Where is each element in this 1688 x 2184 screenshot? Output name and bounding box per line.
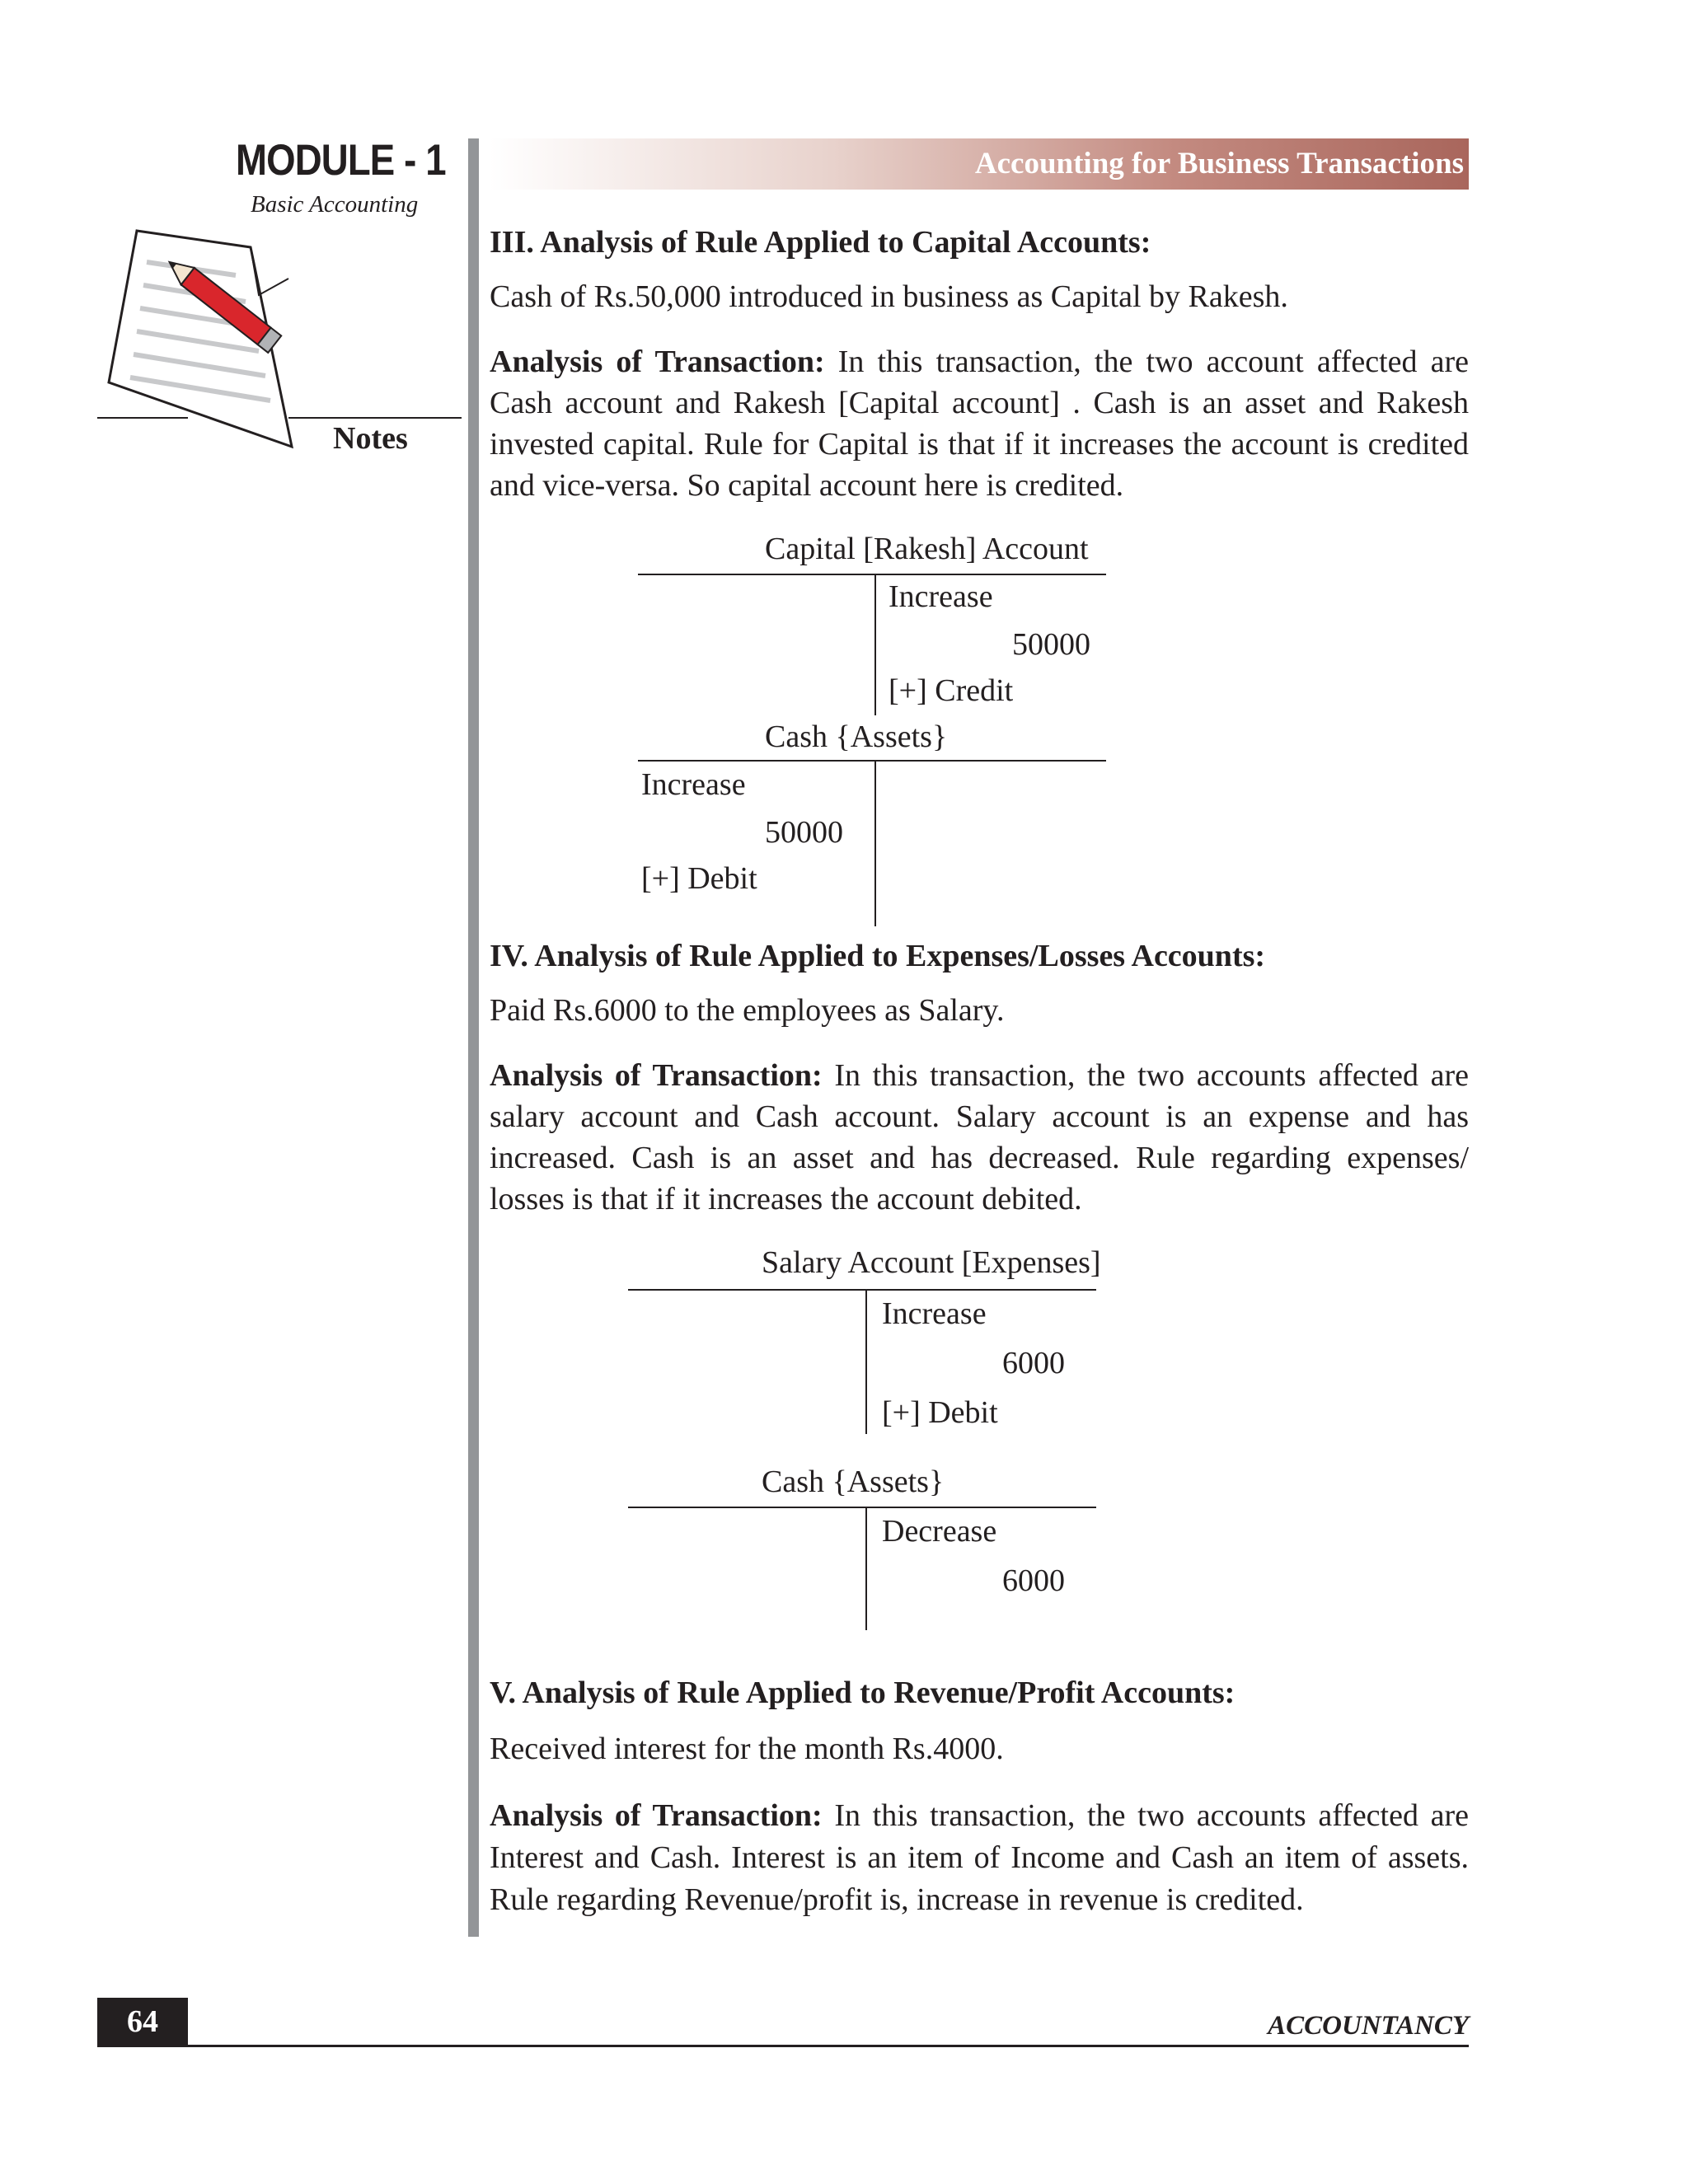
chapter-header-title: Accounting for Business Transactions — [974, 147, 1464, 180]
module-title: MODULE - 1 — [236, 136, 446, 185]
section-3-analysis — [490, 341, 1469, 506]
margin-divider-bar — [468, 138, 479, 1937]
t-account-side-label: Decrease — [882, 1514, 997, 1549]
section-5-example: Received interest for the month Rs.4000. — [490, 1732, 1004, 1766]
section-4-analysis-text: In this transaction, the two accounts affected are salary account and Cash account. Salary account is an expense and has increased. Cash is an asset and has decreased. Rule regarding expenses/ losses is that if it increases the account debited. — [490, 1058, 1469, 1216]
section-5-analysis-label: Analysis of Transaction: — [490, 1798, 823, 1833]
t-account-amount: 6000 — [1002, 1346, 1065, 1380]
section-5-analysis — [490, 1795, 1469, 1921]
t-account-amount: 6000 — [1002, 1563, 1065, 1598]
t-account-divider — [874, 760, 876, 926]
section-4-analysis-label: Analysis of Transaction: — [490, 1058, 823, 1093]
chapter-header-band — [490, 138, 1469, 190]
notes-rule-right — [288, 417, 462, 419]
t-account-amount: 50000 — [765, 815, 843, 850]
t-account-divider — [874, 574, 876, 715]
t-account-divider — [865, 1507, 867, 1630]
section-3-example: Cash of Rs.50,000 introduced in business as Capital by Rakesh. — [490, 279, 1288, 314]
t-account-top-rule — [638, 760, 1106, 762]
t-account-side-label: Increase — [882, 1296, 987, 1331]
section-3-analysis-text: In this transaction, the two account affected are Cash account and Rakesh [Capital account] . Cash is an asset and Rakesh invested capital. Rule for Capital is that if it increases the account is credited and vice-versa. So capital account here is credited. — [490, 344, 1469, 503]
section-4-analysis — [490, 1055, 1469, 1220]
notes-paper-pencil-icon — [97, 221, 320, 460]
section-3-heading: III. Analysis of Rule Applied to Capital Accounts: — [490, 225, 1151, 260]
t-account-side-label: Increase — [641, 767, 746, 802]
t-account-amount: 50000 — [1012, 627, 1090, 662]
t-account-effect: [+] Credit — [889, 673, 1014, 708]
t-account-title: Cash {Assets} — [765, 719, 948, 754]
notes-rule-left — [97, 417, 188, 419]
t-account-title: Capital [Rakesh] Account — [765, 532, 1089, 566]
t-account-effect: [+] Debit — [882, 1395, 998, 1430]
section-4-example: Paid Rs.6000 to the employees as Salary. — [490, 993, 1005, 1028]
t-account-title: Cash {Assets} — [762, 1465, 945, 1499]
section-4-heading: IV. Analysis of Rule Applied to Expenses/Losses Accounts: — [490, 939, 1266, 973]
notes-label: Notes — [333, 421, 408, 456]
t-account-top-rule — [638, 574, 1106, 575]
t-account-effect: [+] Debit — [641, 861, 757, 896]
section-5-heading: V. Analysis of Rule Applied to Revenue/Profit Accounts: — [490, 1675, 1236, 1710]
footer-subject: ACCOUNTANCY — [1268, 2011, 1469, 2041]
section-5-analysis-text: In this transaction, the two accounts affected are Interest and Cash. Interest is an item of Income and Cash an item of assets. Rule regarding Revenue/profit is, increase in revenue is credited. — [490, 1798, 1469, 1917]
module-subtitle: Basic Accounting — [251, 191, 419, 218]
page-number: 64 — [97, 1998, 188, 2046]
section-3-analysis-label: Analysis of Transaction: — [490, 344, 825, 379]
t-account-title: Salary Account [Expenses] — [762, 1245, 1101, 1280]
t-account-top-rule — [628, 1289, 1096, 1291]
footer-rule — [97, 2045, 1469, 2047]
t-account-top-rule — [628, 1507, 1096, 1508]
t-account-side-label: Increase — [889, 579, 993, 614]
t-account-divider — [865, 1289, 867, 1434]
